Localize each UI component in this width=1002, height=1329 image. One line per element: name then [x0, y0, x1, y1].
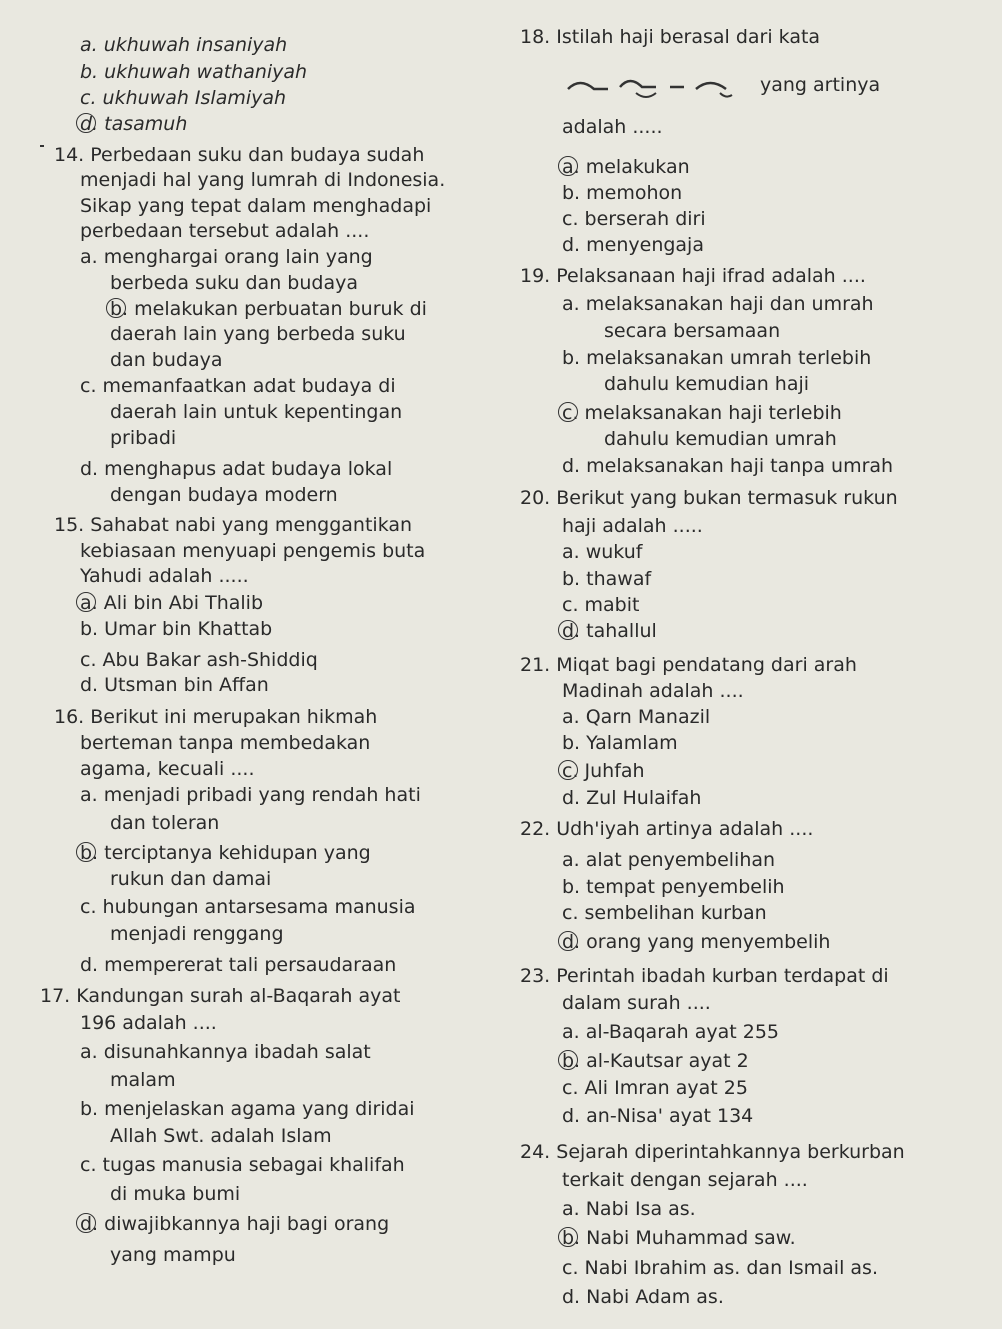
answer-circle-mark — [76, 1213, 96, 1233]
right-text-line — [604, 319, 780, 343]
line-text: 20. Berikut yang bukan termasuk rukun — [520, 487, 898, 509]
line-text: b. memohon — [562, 182, 683, 204]
right-text-line — [562, 759, 645, 783]
line-text: c. hubungan antarsesama manusia — [80, 896, 416, 918]
line-text: malam — [110, 1069, 176, 1091]
left-text-line — [110, 348, 222, 372]
line-text: 17. Kandungan surah al-Baqarah ayat — [40, 985, 401, 1007]
line-text: b. thawaf — [562, 568, 652, 590]
line-text: dan budaya — [110, 349, 223, 371]
question-tag-icon — [40, 145, 44, 147]
right-text-line — [520, 486, 898, 510]
right-text-line — [562, 901, 767, 925]
left-text-line — [80, 953, 396, 977]
right-text-line — [604, 372, 809, 396]
line-text: 19. Pelaksanaan haji ifrad adalah .... — [520, 265, 866, 287]
line-text: c. Abu Bakar ash-Shiddiq — [80, 649, 318, 671]
right-text-line — [562, 233, 704, 257]
answer-circle-mark — [558, 156, 578, 176]
line-text: c. berserah diri — [562, 208, 706, 230]
right-text-line — [562, 1104, 753, 1128]
right-text-line — [562, 401, 842, 425]
line-text: 24. Sejarah diperintahkannya berkurban — [520, 1141, 905, 1163]
line-text: agama, kecuali .... — [80, 758, 255, 780]
left-text-line — [80, 1040, 371, 1064]
line-text: di muka bumi — [110, 1183, 241, 1205]
left-text-line — [40, 984, 400, 1008]
right-text-line — [562, 1285, 724, 1309]
line-text: menjadi renggang — [110, 923, 284, 945]
line-text: a. Nabi Isa as. — [562, 1198, 696, 1220]
right-text-line — [562, 292, 874, 316]
line-text: secara bersamaan — [604, 320, 781, 342]
right-text-line — [562, 454, 893, 478]
line-text: b. tempat penyembelih — [562, 876, 785, 898]
answer-circle-mark — [558, 1227, 578, 1247]
line-text: dalam surah .... — [562, 992, 711, 1014]
line-text: berteman tanpa membedakan — [80, 732, 371, 754]
left-text-line — [110, 483, 338, 507]
line-text: 18. Istilah haji berasal dari kata — [520, 26, 821, 48]
left-text-line — [80, 1097, 415, 1121]
line-text: c. ukhuwah Islamiyah — [80, 87, 287, 109]
line-text: c. mabit — [562, 594, 640, 616]
left-text-line — [110, 922, 284, 946]
line-text: 14. Perbedaan suku dan budaya sudah — [54, 144, 425, 166]
right-text-line — [562, 705, 710, 729]
line-text: d. diwajibkannya haji bagi orang — [80, 1213, 390, 1235]
left-text-line — [110, 1182, 240, 1206]
answer-circle-mark — [558, 1050, 578, 1070]
left-text-line — [80, 757, 254, 781]
left-text-line — [80, 673, 269, 697]
line-text: d. tasamuh — [80, 113, 188, 135]
right-text-line — [562, 786, 701, 810]
line-text: pribadi — [110, 427, 177, 449]
left-text-line — [110, 322, 406, 346]
line-text: b. Yalamlam — [562, 732, 678, 754]
left-text-line — [80, 33, 287, 57]
line-text: b. melaksanakan umrah terlebih — [562, 347, 872, 369]
left-text-line — [80, 219, 369, 243]
right-text-line — [520, 1140, 905, 1164]
line-text: 23. Perintah ibadah kurban terdapat di — [520, 965, 889, 987]
right-text-line — [562, 875, 785, 899]
left-text-line — [110, 297, 427, 321]
line-text: b. Umar bin Khattab — [80, 618, 273, 640]
line-text: Yahudi adalah ..... — [80, 565, 249, 587]
right-text-line — [604, 427, 837, 451]
right-text-line — [562, 346, 871, 370]
line-text: a. menghargai orang lain yang — [80, 246, 373, 268]
line-text: c. tugas manusia sebagai khalifah — [80, 1154, 405, 1176]
answer-circle-mark — [76, 842, 96, 862]
right-text-line — [562, 1076, 748, 1100]
right-text-line — [520, 264, 866, 288]
line-text: c. melaksanakan haji terlebih — [562, 402, 842, 424]
line-text: dahulu kemudian umrah — [604, 428, 837, 450]
line-text: yang artinya — [760, 74, 881, 96]
left-text-line — [80, 86, 286, 110]
line-text: dan toleran — [110, 812, 220, 834]
left-text-line — [80, 245, 373, 269]
right-text-line — [562, 1197, 696, 1221]
left-text-line — [80, 564, 249, 588]
line-text: b. terciptanya kehidupan yang — [80, 842, 371, 864]
left-text-line — [80, 539, 425, 563]
right-text-line — [562, 115, 663, 139]
answer-circle-mark — [558, 620, 578, 640]
right-text-line — [562, 679, 744, 703]
left-text-line — [80, 1153, 405, 1177]
line-text: d. tahallul — [562, 620, 657, 642]
line-text: d. mempererat tali persaudaraan — [80, 954, 397, 976]
answer-circle-mark — [76, 592, 96, 612]
right-text-line — [760, 73, 880, 97]
line-text: dahulu kemudian haji — [604, 373, 810, 395]
line-text: d. Nabi Adam as. — [562, 1286, 724, 1308]
answer-circle-mark — [558, 402, 578, 422]
right-text-line — [562, 1168, 808, 1192]
line-text: a. alat penyembelihan — [562, 849, 776, 871]
line-text: a. al-Baqarah ayat 255 — [562, 1021, 780, 1043]
line-text: Sikap yang tepat dalam menghadapi — [80, 195, 432, 217]
line-text: dengan budaya modern — [110, 484, 338, 506]
line-text: c. memanfaatkan adat budaya di — [80, 375, 396, 397]
right-text-line — [562, 848, 775, 872]
line-text: a. melakukan — [562, 156, 690, 178]
line-text: 196 adalah .... — [80, 1012, 217, 1034]
line-text: yang mampu — [110, 1244, 236, 1266]
line-text: c. Nabi Ibrahim as. dan Ismail as. — [562, 1257, 878, 1279]
line-text: berbeda suku dan budaya — [110, 272, 358, 294]
left-text-line — [80, 60, 307, 84]
left-text-line — [80, 895, 416, 919]
line-text: Madinah adalah .... — [562, 680, 744, 702]
line-text: d. menyengaja — [562, 234, 704, 256]
line-text: rukun dan damai — [110, 868, 272, 890]
line-text: adalah ..... — [562, 116, 663, 138]
line-text: 21. Miqat bagi pendatang dari arah — [520, 654, 857, 676]
answer-circle-mark — [558, 760, 578, 780]
answer-circle-mark — [558, 931, 578, 951]
right-text-line — [562, 1049, 749, 1073]
line-text: b. menjelaskan agama yang diridai — [80, 1098, 415, 1120]
left-text-line — [110, 426, 176, 450]
line-text: d. orang yang menyembelih — [562, 931, 831, 953]
left-text-line — [80, 112, 187, 136]
left-text-line — [80, 374, 396, 398]
line-text: c. Juhfah — [562, 760, 645, 782]
left-text-line — [110, 400, 402, 424]
right-text-line — [562, 1256, 878, 1280]
line-text: b. al-Kautsar ayat 2 — [562, 1050, 749, 1072]
right-text-line — [562, 731, 678, 755]
left-text-line — [110, 1124, 332, 1148]
answer-circle-mark — [76, 113, 96, 133]
right-text-line — [562, 593, 639, 617]
line-text: a. Ali bin Abi Thalib — [80, 592, 264, 614]
line-text: b. ukhuwah wathaniyah — [80, 61, 308, 83]
right-text-line — [562, 567, 651, 591]
left-text-line — [54, 143, 424, 167]
line-text: b. Nabi Muhammad saw. — [562, 1227, 796, 1249]
left-text-line — [80, 841, 371, 865]
right-text-line — [562, 181, 682, 205]
left-text-line — [54, 513, 412, 537]
line-text: daerah lain yang berbeda suku — [110, 323, 406, 345]
left-text-line — [80, 783, 421, 807]
left-text-line — [110, 1068, 176, 1092]
line-text: a. ukhuwah insaniyah — [80, 34, 288, 56]
line-text: 15. Sahabat nabi yang menggantikan — [54, 514, 413, 536]
line-text: d. melaksanakan haji tanpa umrah — [562, 455, 894, 477]
right-text-line — [520, 653, 857, 677]
line-text: terkait dengan sejarah .... — [562, 1169, 808, 1191]
line-text: menjadi hal yang lumrah di Indonesia. — [80, 169, 446, 191]
right-text-line — [520, 817, 813, 841]
line-text: b. melakukan perbuatan buruk di — [110, 298, 427, 320]
left-text-line — [80, 731, 370, 755]
line-text: 22. Udh'iyah artinya adalah .... — [520, 818, 814, 840]
line-text: d. Zul Hulaifah — [562, 787, 702, 809]
left-text-line — [110, 1243, 236, 1267]
line-text: d. menghapus adat budaya lokal — [80, 458, 393, 480]
line-text: daerah lain untuk kepentingan — [110, 401, 403, 423]
arabic-word-image — [560, 67, 740, 97]
left-text-line — [80, 194, 431, 218]
right-text-line — [562, 619, 657, 643]
right-text-line — [562, 991, 711, 1015]
right-text-line — [562, 930, 830, 954]
left-text-line — [80, 648, 318, 672]
left-text-line — [110, 811, 219, 835]
right-text-line — [562, 1226, 796, 1250]
left-text-line — [54, 705, 377, 729]
line-text: d. Utsman bin Affan — [80, 674, 269, 696]
right-text-line — [562, 540, 642, 564]
right-text-line — [562, 207, 706, 231]
left-text-line — [80, 1011, 217, 1035]
answer-circle-mark — [106, 298, 126, 318]
line-text: c. sembelihan kurban — [562, 902, 767, 924]
line-text: a. menjadi pribadi yang rendah hati — [80, 784, 421, 806]
left-text-line — [80, 617, 272, 641]
line-text: a. melaksanakan haji dan umrah — [562, 293, 874, 315]
line-text: a. disunahkannya ibadah salat — [80, 1041, 371, 1063]
line-text: 16. Berikut ini merupakan hikmah — [54, 706, 378, 728]
line-text: haji adalah ..... — [562, 515, 703, 537]
left-text-line — [80, 168, 445, 192]
line-text: c. Ali Imran ayat 25 — [562, 1077, 748, 1099]
line-text: Allah Swt. adalah Islam — [110, 1125, 332, 1147]
line-text: perbedaan tersebut adalah .... — [80, 220, 370, 242]
line-text: a. Qarn Manazil — [562, 706, 711, 728]
right-text-line — [562, 514, 703, 538]
line-text: d. an-Nisa' ayat 134 — [562, 1105, 754, 1127]
left-text-line — [110, 867, 271, 891]
right-text-line — [562, 155, 690, 179]
left-text-line — [80, 591, 263, 615]
right-text-line — [520, 25, 820, 49]
line-text: a. wukuf — [562, 541, 643, 563]
left-text-line — [110, 271, 358, 295]
right-text-line — [562, 1020, 779, 1044]
left-text-line — [80, 1212, 389, 1236]
right-text-line — [520, 964, 889, 988]
left-text-line — [80, 457, 392, 481]
line-text: kebiasaan menyuapi pengemis buta — [80, 540, 426, 562]
